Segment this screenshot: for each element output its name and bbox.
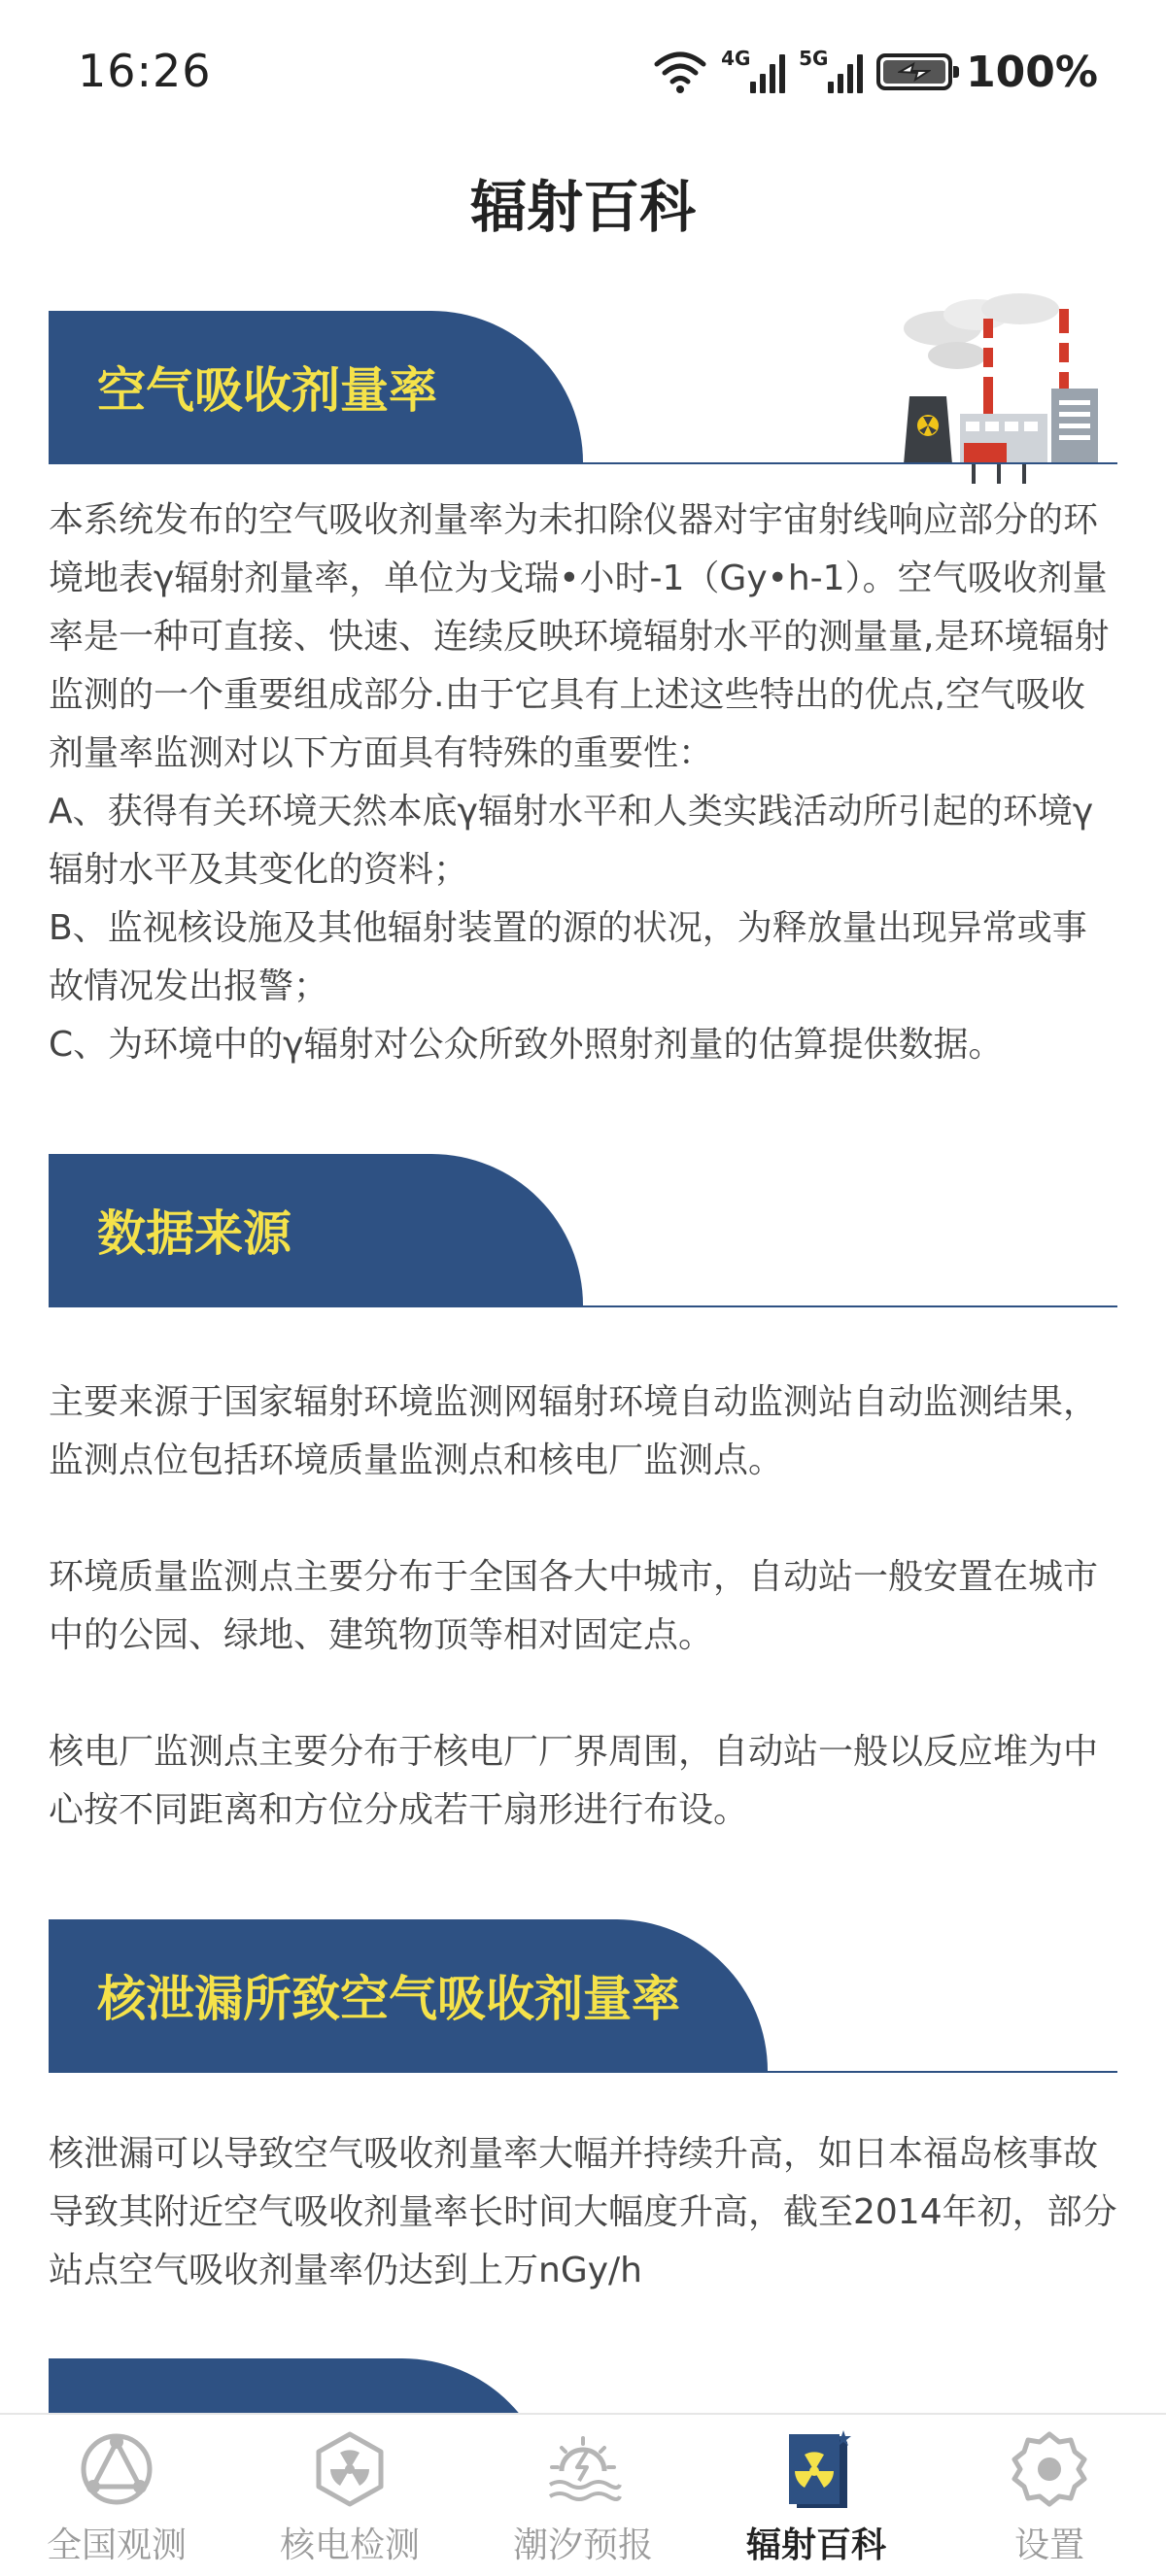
battery-icon [876, 53, 952, 90]
tide-icon [542, 2428, 624, 2510]
section-tab [49, 1919, 768, 2071]
nav-item-tide-forecast[interactable] [466, 2415, 700, 2576]
cellular-signal-4g-icon: 4G [721, 51, 785, 93]
section-paragraph: 核泄漏可以导致空气吸收剂量率大幅并持续升高，如日本福岛核事故导致其附近空气吸收剂量率长时间大幅度升高，截至2014年初，部分站点空气吸收剂量率仍达到上万nGy/h [49, 2134, 1117, 2290]
nav-label: 潮汐预报 [512, 2525, 653, 2565]
section-paragraph: 环境质量监测点主要分布于全国各大中城市，自动站一般安置在城市中的公园、绿地、建筑物顶等相对固定点。 [49, 1557, 1099, 1655]
nuclear-plant-illustration [884, 280, 1117, 503]
status-icons [653, 43, 1098, 101]
section-paragraph: 主要来源于国家辐射环境监测网辐射环境自动监测站自动监测结果，监测点位包括环境质量监测点和核电厂监测点。 [49, 1382, 1099, 1480]
section-title: 数据来源 [97, 1205, 292, 1262]
nav-item-national-observation[interactable] [0, 2415, 233, 2576]
nav-label: 辐射百科 [745, 2525, 886, 2565]
section-divider [49, 2071, 1117, 2073]
radiation-book-icon [775, 2428, 857, 2510]
section-paragraph: B、监视核设施及其他辐射装置的源的状况，为释放量出现异常或事故情况发出报警； [49, 908, 1087, 1006]
nav-label: 核电检测 [279, 2525, 420, 2565]
nav-label: 设置 [1013, 2525, 1084, 2565]
section-tab [49, 1154, 583, 1305]
section-header-nuclear-leak [49, 1890, 1117, 2073]
section-paragraph: C、为环境中的γ辐射对公众所致外照射剂量的估算提供数据。 [49, 1025, 1004, 1065]
gear-icon [1009, 2428, 1090, 2510]
section-body [49, 2125, 1117, 2300]
nav-item-radiation-encyclopedia[interactable] [700, 2415, 933, 2576]
content-scroll-area[interactable] [49, 282, 1117, 2456]
national-observation-icon [76, 2428, 157, 2510]
section-paragraph: 核电厂监测点主要分布于核电厂厂界周围，自动站一般以反应堆为中心按不同距离和方位分成若干扇形进行布设。 [49, 1732, 1099, 1830]
nav-label: 全国观测 [46, 2525, 187, 2565]
section-divider [49, 1305, 1117, 1307]
battery-percent: 100% [966, 47, 1098, 97]
section-paragraph: A、获得有关环境天然本底γ辐射水平和人类实践活动所引起的环境γ辐射水平及其变化的资料； [49, 792, 1094, 890]
page-title: 辐射百科 [469, 174, 696, 240]
status-bar [0, 0, 1166, 146]
section-tab [49, 311, 583, 462]
status-time: 16:26 [78, 45, 212, 97]
bottom-navigation [0, 2413, 1166, 2576]
nav-item-nuclear-monitoring[interactable] [233, 2415, 466, 2576]
section-paragraph: 本系统发布的空气吸收剂量率为未扣除仪器对宇宙射线响应部分的环境地表γ辐射剂量率，单位为戈瑞•小时-1（Gy•h-1）。空气吸收剂量率是一种可直接、快速、连续反映环境辐射水平的测量量,是环境辐射监测的一个重要组成部分.由于它具有上述这些特出的优点,空气吸收剂量率监测对以下方面具有特殊的重要性： [49, 500, 1110, 773]
radiation-hazard-icon [309, 2428, 391, 2510]
nav-item-settings[interactable] [933, 2415, 1166, 2576]
section-title: 空气吸收剂量率 [97, 362, 437, 419]
cellular-signal-5g-icon: 5G [799, 51, 863, 93]
section-body [49, 1373, 1117, 1840]
wifi-icon [653, 51, 707, 93]
section-title: 核泄漏所致空气吸收剂量率 [97, 1971, 680, 2027]
section-body [49, 491, 1117, 1074]
section-header-air-dose-rate [49, 282, 1117, 464]
section-header-data-source [49, 1125, 1117, 1307]
